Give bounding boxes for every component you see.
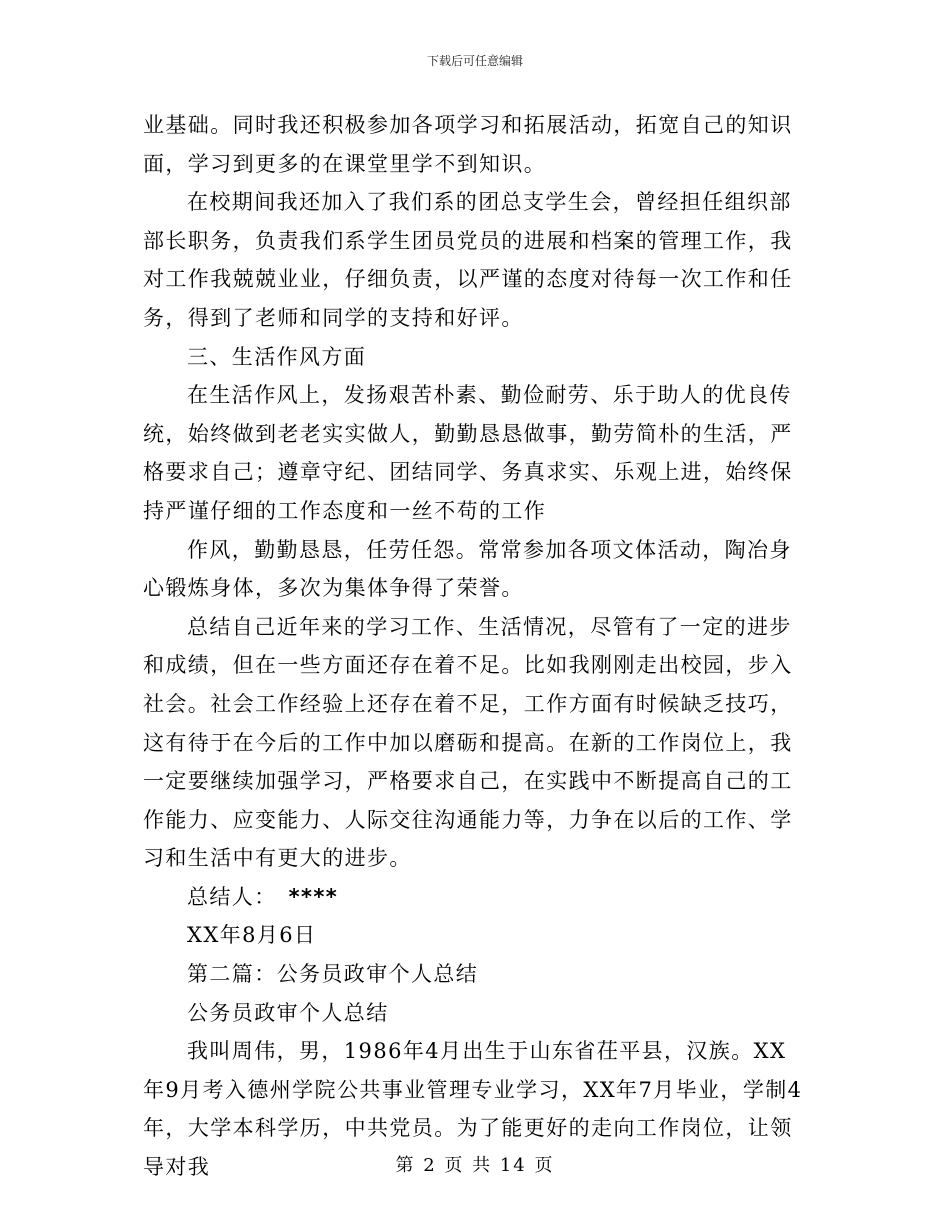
paragraph-lifestyle: 在生活作风上，发扬艰苦朴素、勤俭耐劳、乐于助人的优良传统，始终做到老老实实做人，勤勤恳恳做事，勤劳简朴的生活，严格要求自己；遵章守纪、团结同学、务真求实、乐观上进，始终保持严谨仔细的工作态度和一丝不苟的工作 [143,383,793,523]
signer-line [143,878,808,917]
page-number: 第 2 页 共 14 页 [395,1155,555,1176]
signer-label: 总结人： [187,884,277,909]
paragraph-lifestyle-continued: 作风，勤勤恳恳，任劳任怨。常常参加各项文体活动，陶冶身心锻炼身体，多次为集体争得了荣誉。 [143,537,792,601]
paragraph-self-introduction: 我叫周伟，男，1986年4月出生于山东省茌平县，汉族。XX年9月考入德州学院公共事业管理专业学习，XX年7月毕业，学制4年，大学本科学历，中共党员。为了能更好的走向工作岗位，让领导对我 [143,1039,803,1180]
signer-name: **** [288,884,339,909]
document-title: 公务员政审个人总结 [187,1000,389,1025]
paragraph-summary: 总结自己近年来的学习工作、生活情况，尽管有了一定的进步和成绩，但在一些方面还存在着不足。比如我刚刚走出校园，步入社会。社会工作经验上还存在着不足，工作方面有时候缺乏技巧，这有待于在今后的工作中加以磨砺和提高。在新的工作岗位上，我一定要继续加强学习，严格要求自己，在实践中不断提高自己的工作能力、应变能力、人际交往沟通能力等，力争在以后的工作、学习和生活中有更大的进步。 [143,614,793,871]
section-title: 第二篇：公务员政审个人总结 [187,962,479,987]
paragraph-continuation: 业基础。同时我还积极参加各项学习和拓展活动，拓宽自己的知识面，学习到更多的在课堂里学不到知识。 [143,113,793,176]
document-body [143,106,808,1187]
section-heading-lifestyle: 三、生活作风方面 [187,344,367,369]
paragraph-student-union: 在校期间我还加入了我们系的团总支学生会，曾经担任组织部部长职务，负责我们系学生团员党员的进展和档案的管理工作，我对工作我兢兢业业，仔细负责，以严谨的态度对待每一次工作和任务，得到了老师和同学的支持和好评。 [143,190,793,330]
signature-date: XX年8月6日 [187,923,317,948]
page-header-note: 下载后可任意编辑 [426,54,523,68]
